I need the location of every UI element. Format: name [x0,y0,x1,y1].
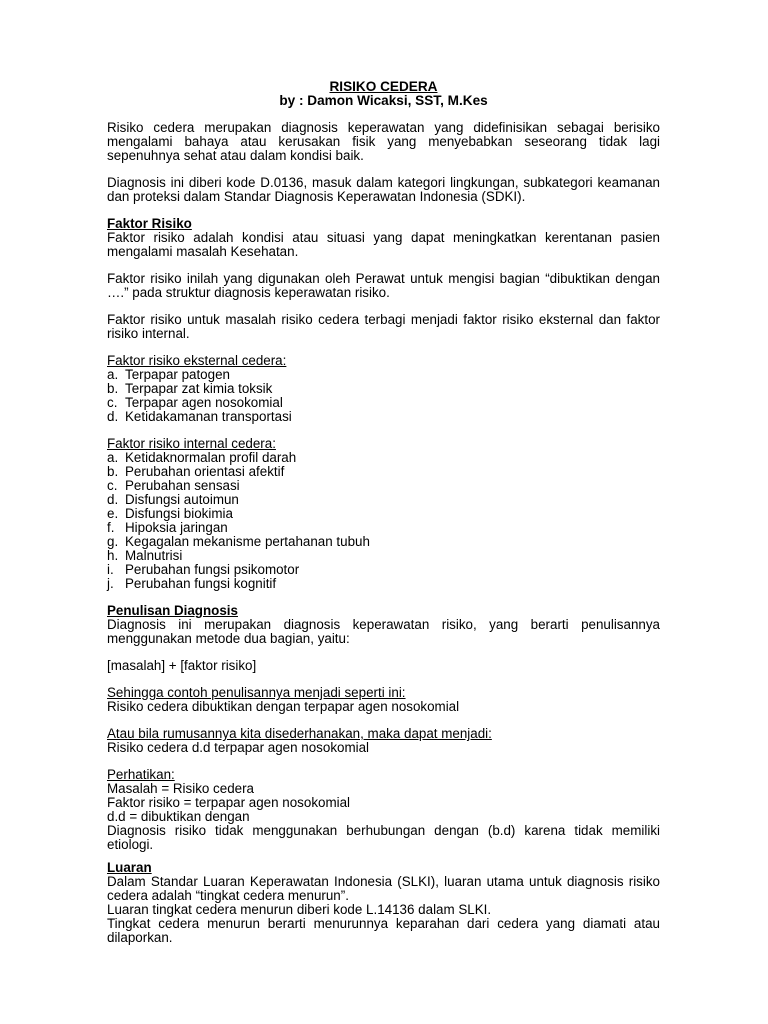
list-item-text: Perubahan fungsi psikomotor [125,562,300,577]
list-item [107,382,660,396]
list-item-text: Terpapar zat kimia toksik [125,381,273,396]
section-heading-luaran: Luaran [107,860,152,875]
list-item [107,368,660,382]
list-item-text: Disfungsi biokimia [125,506,233,521]
list-item [107,479,660,493]
intro-paragraph-1: Risiko cedera merupakan diagnosis keperawatan yang didefinisikan sebagai berisiko mengalami bahaya atau kerusakan fisik yang menyebabkan seseorang tidak lagi sepenuhnya sehat atau dalam kondisi baik. [107,120,660,163]
list-item [107,465,660,479]
faktor-risiko-paragraph-3: Faktor risiko untuk masalah risiko cedera terbagi menjadi faktor risiko eksternal dan faktor risiko internal. [107,312,660,341]
list-marker: a. [107,450,119,465]
list-marker: a. [107,367,119,382]
eksternal-risk-list [107,368,660,424]
faktor-risiko-paragraph-1: Faktor risiko adalah kondisi atau situasi yang dapat meningkatkan kerentanan pasien mengalami masalah Kesehatan. [107,230,660,259]
section-heading-penulisan-diagnosis: Penulisan Diagnosis [107,603,238,618]
internal-risk-list [107,451,660,591]
diagnosis-formula: [masalah] + [faktor risiko] [107,658,257,673]
list-marker: d. [107,492,119,507]
section-heading-faktor-risiko: Faktor Risiko [107,216,192,231]
catatan-paragraph: Diagnosis risiko tidak menggunakan berhubungan dengan (b.d) karena tidak memiliki etiologi. [107,823,660,852]
document-author: by : Damon Wicaksi, SST, M.Kes [279,93,488,108]
list-marker: h. [107,548,119,563]
document-content [107,80,660,945]
list-item-text: Perubahan fungsi kognitif [125,576,277,591]
eksternal-list-label: Faktor risiko eksternal cedera: [107,353,287,368]
list-item [107,507,660,521]
list-item-text: Terpapar agen nosokomial [125,395,283,410]
intro-paragraph-2: Diagnosis ini diberi kode D.0136, masuk dalam kategori lingkungan, subkategori keamanan dan proteksi dalam Standar Diagnosis Keperawatan Indonesia (SDKI). [107,175,660,204]
list-marker: i. [107,562,114,577]
luaran-paragraph-1: Dalam Standar Luaran Keperawatan Indonesia (SLKI), luaran utama untuk diagnosis risiko cedera adalah “tingkat cedera menurun”. [107,874,660,903]
list-marker: f. [107,520,115,535]
list-item-text: Malnutrisi [125,548,183,563]
list-item [107,535,660,549]
list-item-text: Terpapar patogen [125,367,230,382]
perhatikan-line: Masalah = Risiko cedera [107,781,254,796]
list-item-text: Disfungsi autoimun [125,492,239,507]
list-item-text: Ketidaknormalan profil darah [125,450,297,465]
perhatikan-line: Faktor risiko = terpapar agen nosokomial [107,795,351,810]
list-item [107,521,660,535]
sederhana-label: Atau bila rumusannya kita disederhanakan, maka dapat menjadi: [107,726,492,741]
list-item-text: Hipoksia jaringan [125,520,228,535]
document-title: RISIKO CEDERA [329,79,438,94]
list-item-text: Kegagalan mekanisme pertahanan tubuh [125,534,370,549]
list-item [107,549,660,563]
list-item [107,410,660,424]
internal-list-label: Faktor risiko internal cedera: [107,436,276,451]
list-item-text: Perubahan sensasi [125,478,240,493]
list-item [107,563,660,577]
faktor-risiko-paragraph-2: Faktor risiko inilah yang digunakan oleh Perawat untuk mengisi bagian “dibuktikan dengan ….” pada struktur diagnosis keperawatan risiko. [107,271,660,300]
list-marker: e. [107,506,119,521]
list-marker: j. [107,576,114,591]
list-marker: c. [107,395,118,410]
perhatikan-label: Perhatikan: [107,767,175,782]
contoh-label: Sehingga contoh penulisannya menjadi seperti ini: [107,685,406,700]
list-marker: c. [107,478,118,493]
list-item-text: Perubahan orientasi afektif [125,464,285,479]
list-marker: g. [107,534,119,549]
list-marker: b. [107,464,119,479]
luaran-paragraph-3: Tingkat cedera menurun berarti menurunnya keparahan dari cedera yang diamati atau dilaporkan. [107,916,660,945]
list-marker: d. [107,409,119,424]
list-marker: b. [107,381,119,396]
list-item [107,577,660,591]
perhatikan-line: d.d = dibuktikan dengan [107,809,250,824]
list-item [107,396,660,410]
contoh-diagnosis: Risiko cedera dibuktikan dengan terpapar agen nosokomial [107,699,460,714]
list-item-text: Ketidakamanan transportasi [125,409,292,424]
list-item [107,451,660,465]
luaran-paragraph-2: Luaran tingkat cedera menurun diberi kode L.14136 dalam SLKI. [107,902,492,917]
list-item [107,493,660,507]
penulisan-paragraph: Diagnosis ini merupakan diagnosis keperawatan risiko, yang berarti penulisannya menggunakan metode dua bagian, yaitu: [107,617,660,646]
sederhana-diagnosis: Risiko cedera d.d terpapar agen nosokomial [107,740,370,755]
